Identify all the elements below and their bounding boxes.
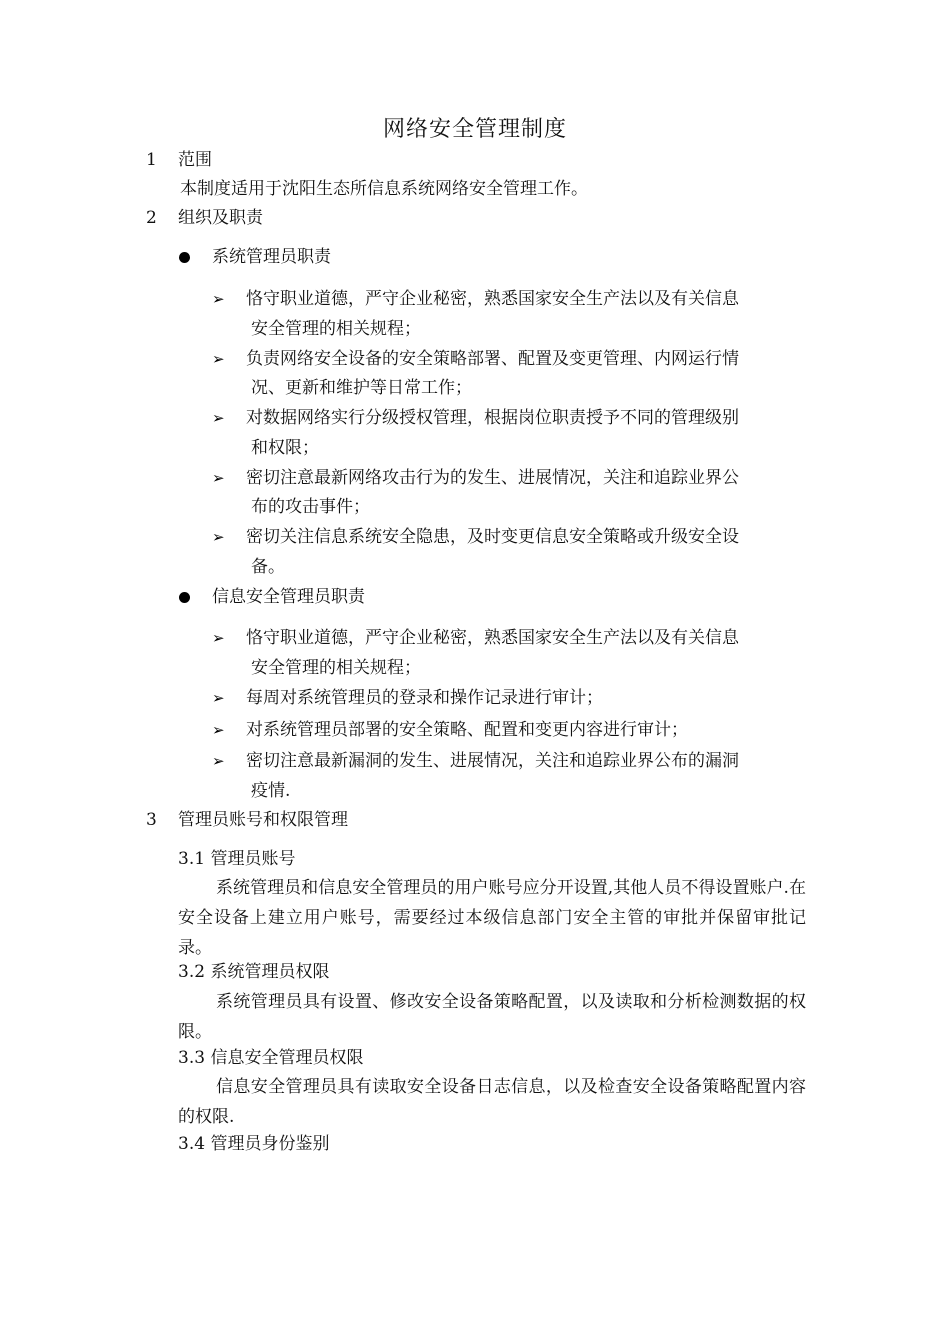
subsection-3-2-body: 系统管理员具有设置、修改安全设备策略配置，以及读取和分析检测数据的权限。 [178, 992, 806, 1042]
arrow-bullet-icon: ➢ [212, 721, 225, 739]
group-2-heading: 信息安全管理员职责 [212, 587, 365, 607]
group-2-item-4-line-1: 密切注意最新漏洞的发生、进展情况，关注和追踪业界公布的漏洞 [246, 751, 739, 771]
document-title: 网络安全管理制度 [382, 117, 567, 142]
group-1-item-4-line-2: 布的攻击事件； [251, 497, 370, 517]
section-2-number: 2 [146, 208, 157, 228]
subsection-3-4-heading: 3.4 管理员身份鉴别 [178, 1134, 330, 1154]
group-2-item-4-line-2: 疫情. [251, 781, 291, 801]
group-1-item-3-line-2: 和权限； [251, 438, 319, 458]
bullet-dot-icon [179, 252, 190, 263]
group-2-item-2: 每周对系统管理员的登录和操作记录进行审计； [246, 688, 603, 708]
group-2-item-1-line-1: 恪守职业道德，严守企业秘密，熟悉国家安全生产法以及有关信息 [246, 628, 739, 648]
group-1-item-4-line-1: 密切注意最新网络攻击行为的发生、进展情况，关注和追踪业界公 [246, 468, 739, 488]
group-1-heading: 系统管理员职责 [212, 247, 331, 267]
section-3-number: 3 [146, 810, 157, 830]
bullet-dot-icon [179, 592, 190, 603]
subsection-3-1-body: 系统管理员和信息安全管理员的用户账号应分开设置,其他人员不得设置账户.在安全设备上建立用户账号，需要经过本级信息部门安全主管的审批并保留审批记录。 [178, 878, 806, 958]
group-2-item-1-line-2: 安全管理的相关规程； [251, 658, 421, 678]
section-1-heading: 范围 [178, 150, 212, 170]
arrow-bullet-icon: ➢ [212, 290, 225, 308]
group-1-item-2-line-2: 况、更新和维护等日常工作； [251, 378, 472, 398]
subsection-3-3-body: 信息安全管理员具有读取安全设备日志信息，以及检查安全设备策略配置内容的权限. [178, 1077, 806, 1127]
arrow-bullet-icon: ➢ [212, 409, 225, 427]
section-3-heading: 管理员账号和权限管理 [178, 810, 348, 830]
group-1-item-1-line-1: 恪守职业道德，严守企业秘密，熟悉国家安全生产法以及有关信息 [246, 289, 739, 309]
arrow-bullet-icon: ➢ [212, 469, 225, 487]
arrow-bullet-icon: ➢ [212, 528, 225, 546]
group-1-item-1-line-2: 安全管理的相关规程； [251, 319, 421, 339]
group-1-item-5-line-2: 备。 [251, 557, 285, 577]
section-1-body: 本制度适用于沈阳生态所信息系统网络安全管理工作。 [180, 179, 588, 199]
arrow-bullet-icon: ➢ [212, 752, 225, 770]
group-1-item-2-line-1: 负责网络安全设备的安全策略部署、配置及变更管理、内网运行情 [246, 349, 739, 369]
section-2-heading: 组织及职责 [178, 208, 263, 228]
group-2-item-3: 对系统管理员部署的安全策略、配置和变更内容进行审计； [246, 720, 688, 740]
arrow-bullet-icon: ➢ [212, 689, 225, 707]
arrow-bullet-icon: ➢ [212, 350, 225, 368]
group-1-item-5-line-1: 密切关注信息系统安全隐患，及时变更信息安全策略或升级安全设 [246, 527, 739, 547]
subsection-3-1-heading: 3.1 管理员账号 [178, 849, 296, 869]
section-1-number: 1 [146, 150, 157, 170]
group-1-item-3-line-1: 对数据网络实行分级授权管理，根据岗位职责授予不同的管理级别 [246, 408, 739, 428]
arrow-bullet-icon: ➢ [212, 629, 225, 647]
subsection-3-2-heading: 3.2 系统管理员权限 [178, 962, 330, 982]
subsection-3-3-heading: 3.3 信息安全管理员权限 [178, 1048, 364, 1068]
